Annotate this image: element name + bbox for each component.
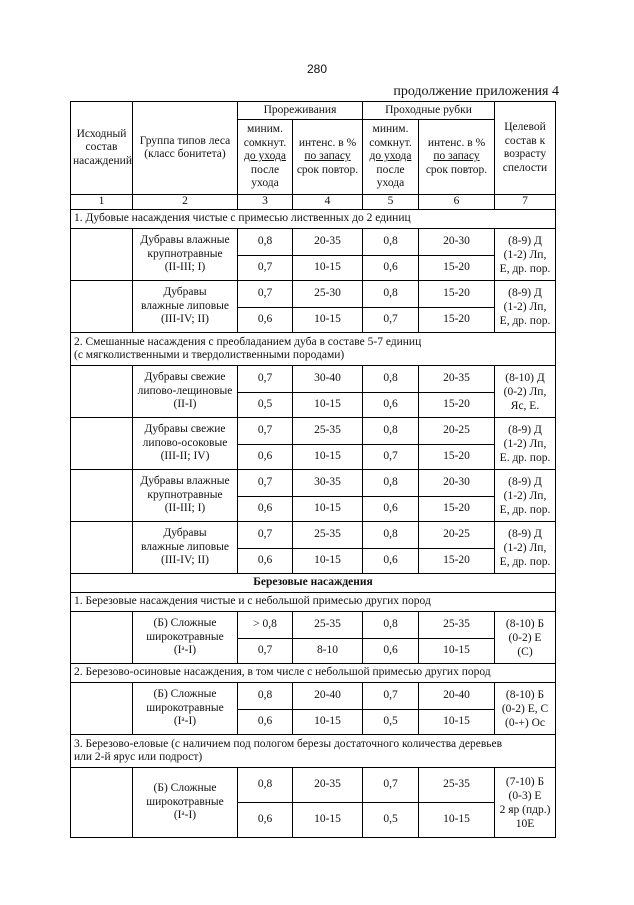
section-line: 1. Дубовые насаждения чистые с примесью лиственных до 2 единиц (74, 212, 411, 225)
page-number: 280 (306, 62, 328, 76)
min-density-thinning-cell: 0,5 (238, 393, 293, 418)
intensity-passing-cell: 25-35 (419, 612, 495, 639)
min-density-thinning-cell: 0,7 (238, 522, 293, 549)
header-line: срок повтор. (425, 163, 488, 176)
target-composition-line: Яс, Е. (510, 399, 540, 412)
intensity-thinning-cell: 10-15 (293, 549, 363, 574)
target-composition-line: (0-2) Е, С (501, 702, 549, 715)
column-number: 2 (133, 195, 238, 210)
min-density-thinning-cell: 0,8 (238, 229, 293, 256)
target-composition-line: Е, др. пор. (499, 314, 551, 327)
section-row (71, 574, 556, 593)
min-density-passing-cell: 0,8 (363, 418, 419, 445)
table-row (71, 683, 556, 710)
min-density-passing-cell: 0,6 (363, 497, 419, 522)
intensity-passing-cell: 15-20 (419, 393, 495, 418)
min-density-thinning-cell: 0,6 (238, 445, 293, 470)
min-density-passing-cell: 0,8 (363, 522, 419, 549)
intensity-passing-cell: 20-35 (419, 366, 495, 393)
min-density-passing-cell: 0,6 (363, 549, 419, 574)
target-composition-line: (8-9) Д (508, 475, 542, 488)
target-composition-cell (495, 683, 556, 735)
column-number: 3 (238, 195, 293, 210)
target-composition-line: (0-2) Лп, (503, 385, 547, 398)
initial-composition-cell (71, 522, 133, 574)
intensity-passing-cell: 10-15 (419, 639, 495, 664)
intensity-passing-cell: 15-20 (419, 445, 495, 470)
intensity-passing-cell: 20-25 (419, 522, 495, 549)
target-composition-cell (495, 612, 556, 664)
target-composition-line: (1-2) Лп, (503, 248, 547, 261)
forest-type-line: (II-I) (173, 398, 197, 411)
header-intensity-thinning (293, 120, 363, 195)
target-composition-cell (495, 366, 556, 418)
forest-type-cell (133, 522, 238, 574)
intensity-thinning-cell: 20-35 (293, 229, 363, 256)
section-line: 3. Березово-еловые (с наличием под пологом березы достаточного количества деревьев (74, 737, 503, 750)
header-initial-composition: Исходный состав насаждений (71, 102, 133, 195)
min-density-thinning-cell: 0,6 (238, 308, 293, 333)
intensity-passing-cell: 15-20 (419, 497, 495, 522)
column-number: 7 (495, 195, 556, 210)
intensity-passing-cell: 20-30 (419, 229, 495, 256)
intensity-thinning-cell: 10-15 (293, 445, 363, 470)
header-line: до ухода (369, 150, 412, 163)
intensity-thinning-cell: 10-15 (293, 497, 363, 522)
min-density-passing-cell: 0,5 (363, 710, 419, 735)
intensity-thinning-cell: 10-15 (293, 393, 363, 418)
section-line: 2. Смешанные насаждения с преобладанием дуба в составе 5-7 единиц (74, 335, 422, 348)
initial-composition-cell (71, 683, 133, 735)
target-composition-line: (8-10) Б (505, 688, 545, 701)
target-composition-line: (8-9) Д (508, 527, 542, 540)
table-row (71, 281, 556, 308)
intensity-thinning-cell: 25-35 (293, 522, 363, 549)
forest-type-line: Дубравы влажные (140, 234, 230, 247)
forest-type-line: влажные липовые (141, 299, 229, 312)
forest-type-cell (133, 366, 238, 418)
min-density-passing-cell: 0,8 (363, 470, 419, 497)
intensity-passing-cell: 25-35 (419, 768, 495, 803)
intensity-thinning-cell: 25-35 (293, 612, 363, 639)
header-forest-type-group: Группа типов леса (класс бонитета) (133, 102, 238, 195)
min-density-passing-cell: 0,7 (363, 683, 419, 710)
min-density-thinning-cell: 0,7 (238, 281, 293, 308)
min-density-passing-cell: 0,6 (363, 393, 419, 418)
target-composition-line: 10Е (515, 817, 535, 830)
target-composition-line: (1-2) Лп, (503, 489, 547, 502)
section-birch-aspen (71, 664, 556, 683)
table-body (71, 102, 556, 838)
section-line: 2. Березово-осиновые насаждения, в том числе с небольшой примесью других пород (74, 666, 491, 679)
target-composition-line: (8-9) Д (508, 423, 542, 436)
header-line: после (250, 163, 280, 176)
intensity-thinning-cell: 25-30 (293, 281, 363, 308)
header-line: срок повтор. (296, 163, 359, 176)
min-density-passing-cell: 0,7 (363, 445, 419, 470)
target-composition-cell (495, 522, 556, 574)
min-density-passing-cell: 0,8 (363, 229, 419, 256)
min-density-passing-cell: 0,7 (363, 768, 419, 803)
min-density-thinning-cell: 0,7 (238, 418, 293, 445)
forest-type-line: широкотравные (146, 630, 224, 643)
intensity-passing-cell: 20-40 (419, 683, 495, 710)
header-line: по запасу (304, 150, 351, 163)
section-line: (с мягколиственными и твердолиственными породами) (74, 349, 345, 361)
forest-type-line: широкотравные (146, 795, 224, 808)
forest-type-cell (133, 418, 238, 470)
header-line: миним. (372, 123, 409, 136)
forest-type-line: (II-III; I) (164, 502, 206, 515)
min-density-passing-cell: 0,8 (363, 612, 419, 639)
min-density-passing-cell: 0,8 (363, 281, 419, 308)
forest-type-line: (III-II; IV) (160, 450, 210, 463)
section-line: 1. Березовые насаждения чистые и с небольшой примесью других пород (74, 595, 431, 608)
initial-composition-cell (71, 612, 133, 664)
target-composition-line: (8-10) Б (505, 617, 545, 630)
target-composition-cell (495, 470, 556, 522)
initial-composition-cell (71, 366, 133, 418)
forest-type-line: Дубравы свежие (144, 423, 226, 436)
header-line: до ухода (244, 150, 286, 163)
target-composition-line: (8-9) Д (508, 234, 542, 247)
table-row (71, 418, 556, 445)
min-density-thinning-cell: 0,7 (238, 470, 293, 497)
forest-type-cell (133, 281, 238, 333)
min-density-passing-cell: 0,6 (363, 639, 419, 664)
intensity-passing-cell: 15-20 (419, 549, 495, 574)
forest-type-line: (Б) Сложные (153, 617, 217, 630)
column-number-row (71, 195, 556, 210)
intensity-thinning-cell: 10-15 (293, 803, 363, 838)
min-density-thinning-cell: 0,8 (238, 768, 293, 803)
forest-type-cell (133, 768, 238, 838)
intensity-passing-cell: 20-25 (419, 418, 495, 445)
target-composition-cell (495, 229, 556, 281)
forest-type-line: Дубравы свежие (144, 371, 226, 384)
table-row (71, 522, 556, 549)
column-number: 4 (293, 195, 363, 210)
column-number: 5 (363, 195, 419, 210)
target-composition-line: (8-10) Д (505, 371, 545, 384)
intensity-thinning-cell: 10-15 (293, 256, 363, 281)
intensity-passing-cell: 10-15 (419, 710, 495, 735)
target-composition-line: (7-10) Б (505, 775, 545, 788)
header-passing-cuttings: Проходные рубки (363, 102, 495, 120)
min-density-passing-cell: 0,6 (363, 256, 419, 281)
intensity-thinning-cell: 8-10 (293, 639, 363, 664)
forest-type-line: крупнотравные (147, 488, 223, 501)
intensity-passing-cell: 10-15 (419, 803, 495, 838)
section-oak-mixed (71, 333, 556, 366)
initial-composition-cell (71, 768, 133, 838)
min-density-passing-cell: 0,7 (363, 308, 419, 333)
forest-type-line: широкотравные (146, 701, 224, 714)
target-composition-line: Е. др. пор. (499, 451, 551, 464)
forest-type-line: (Б) Сложные (153, 782, 217, 795)
target-composition-line: Е, др. пор. (499, 262, 551, 275)
column-number: 1 (71, 195, 133, 210)
header-line: сомкнут. (369, 136, 412, 149)
intensity-thinning-cell: 25-35 (293, 418, 363, 445)
forest-type-cell (133, 470, 238, 522)
table-row (71, 768, 556, 803)
min-density-passing-cell: 0,5 (363, 803, 419, 838)
min-density-thinning-cell: 0,7 (238, 366, 293, 393)
column-number: 6 (419, 195, 495, 210)
header-min-density-passing (363, 120, 419, 195)
intensity-passing-cell: 15-20 (419, 281, 495, 308)
header-line: сомкнут. (243, 136, 287, 149)
target-composition-cell (495, 418, 556, 470)
forest-type-line: (III-IV; II) (161, 554, 209, 567)
header-intensity-passing (419, 120, 495, 195)
initial-composition-cell (71, 229, 133, 281)
table-row (71, 612, 556, 639)
section-row (71, 593, 556, 612)
target-composition-line: (1-2) Лп, (503, 300, 547, 313)
forest-type-line: Дубравы (163, 527, 207, 540)
forest-type-line: крупнотравные (147, 247, 223, 260)
target-composition-line: Е, др. пор. (499, 503, 551, 516)
forest-type-line: (Iᵃ-I) (173, 809, 197, 822)
initial-composition-cell (71, 418, 133, 470)
forest-type-cell (133, 229, 238, 281)
min-density-thinning-cell: 0,6 (238, 710, 293, 735)
forest-type-line: (Б) Сложные (153, 688, 217, 701)
initial-composition-cell (71, 470, 133, 522)
header-line: миним. (247, 123, 283, 136)
target-composition-line: (8-9) Д (508, 286, 542, 299)
intensity-thinning-cell: 20-35 (293, 768, 363, 803)
forest-type-line: (Iᵃ-I) (173, 715, 197, 728)
header-line: ухода (251, 177, 279, 190)
intensity-thinning-cell: 30-35 (293, 470, 363, 497)
continuation-title: продолжение приложения 4 (393, 84, 559, 99)
target-composition-line: (1-2) Лп, (503, 437, 547, 450)
section-row (71, 664, 556, 683)
intensity-thinning-cell: 30-40 (293, 366, 363, 393)
header-thinning: Прореживания (238, 102, 363, 120)
section-row (71, 735, 556, 768)
target-composition-line: (0-3) Е (508, 789, 542, 802)
forest-type-cell (133, 612, 238, 664)
min-density-passing-cell: 0,8 (363, 366, 419, 393)
forest-type-line: (II-III; I) (164, 261, 206, 274)
header-line: по запасу (433, 150, 480, 163)
section-birch-spruce (71, 735, 556, 768)
min-density-thinning-cell: 0,6 (238, 549, 293, 574)
table-row (71, 470, 556, 497)
target-composition-cell (495, 768, 556, 838)
target-composition-cell (495, 281, 556, 333)
initial-composition-cell (71, 281, 133, 333)
section-oak-pure (71, 210, 556, 229)
min-density-thinning-cell: 0,7 (238, 639, 293, 664)
min-density-thinning-cell: 0,8 (238, 683, 293, 710)
section-line: Березовые насаждения (253, 576, 373, 589)
forest-type-line: липово-лещиновые (137, 384, 233, 397)
min-density-thinning-cell: 0,6 (238, 497, 293, 522)
intensity-thinning-cell: 10-15 (293, 308, 363, 333)
section-row (71, 210, 556, 229)
min-density-thinning-cell: 0,6 (238, 803, 293, 838)
header-line: интенс. в % (298, 136, 357, 149)
min-density-thinning-cell: > 0,8 (238, 612, 293, 639)
target-composition-line: 2 яр (пдр.) (499, 803, 551, 816)
forest-type-line: влажные липовые (141, 540, 229, 553)
header-row-1 (71, 102, 556, 120)
min-density-thinning-cell: 0,7 (238, 256, 293, 281)
table-row (71, 229, 556, 256)
forest-type-line: Дубравы влажные (140, 475, 230, 488)
header-line: ухода (376, 177, 405, 190)
header-target-composition: Целевой состав к возрасту спелости (495, 102, 556, 195)
intensity-thinning-cell: 20-40 (293, 683, 363, 710)
intensity-passing-cell: 15-20 (419, 308, 495, 333)
forest-type-line: липово-осоковые (142, 436, 228, 449)
target-composition-line: (0-2) Е (508, 631, 542, 644)
forest-type-line: Дубравы (163, 286, 207, 299)
target-composition-line: (С) (517, 645, 533, 658)
forest-type-cell (133, 683, 238, 735)
thinning-table (70, 101, 556, 838)
section-birch-pure (71, 593, 556, 612)
section-birch (71, 574, 556, 593)
header-line: после (376, 163, 405, 176)
header-line: интенс. в % (427, 136, 486, 149)
section-row (71, 333, 556, 366)
intensity-thinning-cell: 10-15 (293, 710, 363, 735)
intensity-passing-cell: 15-20 (419, 256, 495, 281)
target-composition-line: Е, др. пор. (499, 555, 551, 568)
section-line: или 2-й ярус или подрост) (74, 751, 203, 763)
table-row (71, 366, 556, 393)
forest-type-line: (III-IV; II) (161, 313, 209, 326)
header-min-density-thinning (238, 120, 293, 195)
target-composition-line: (1-2) Лп, (503, 541, 547, 554)
intensity-passing-cell: 20-30 (419, 470, 495, 497)
target-composition-line: (0-+) Ос (504, 716, 545, 729)
forest-type-line: (Iᵃ-I) (173, 644, 197, 657)
